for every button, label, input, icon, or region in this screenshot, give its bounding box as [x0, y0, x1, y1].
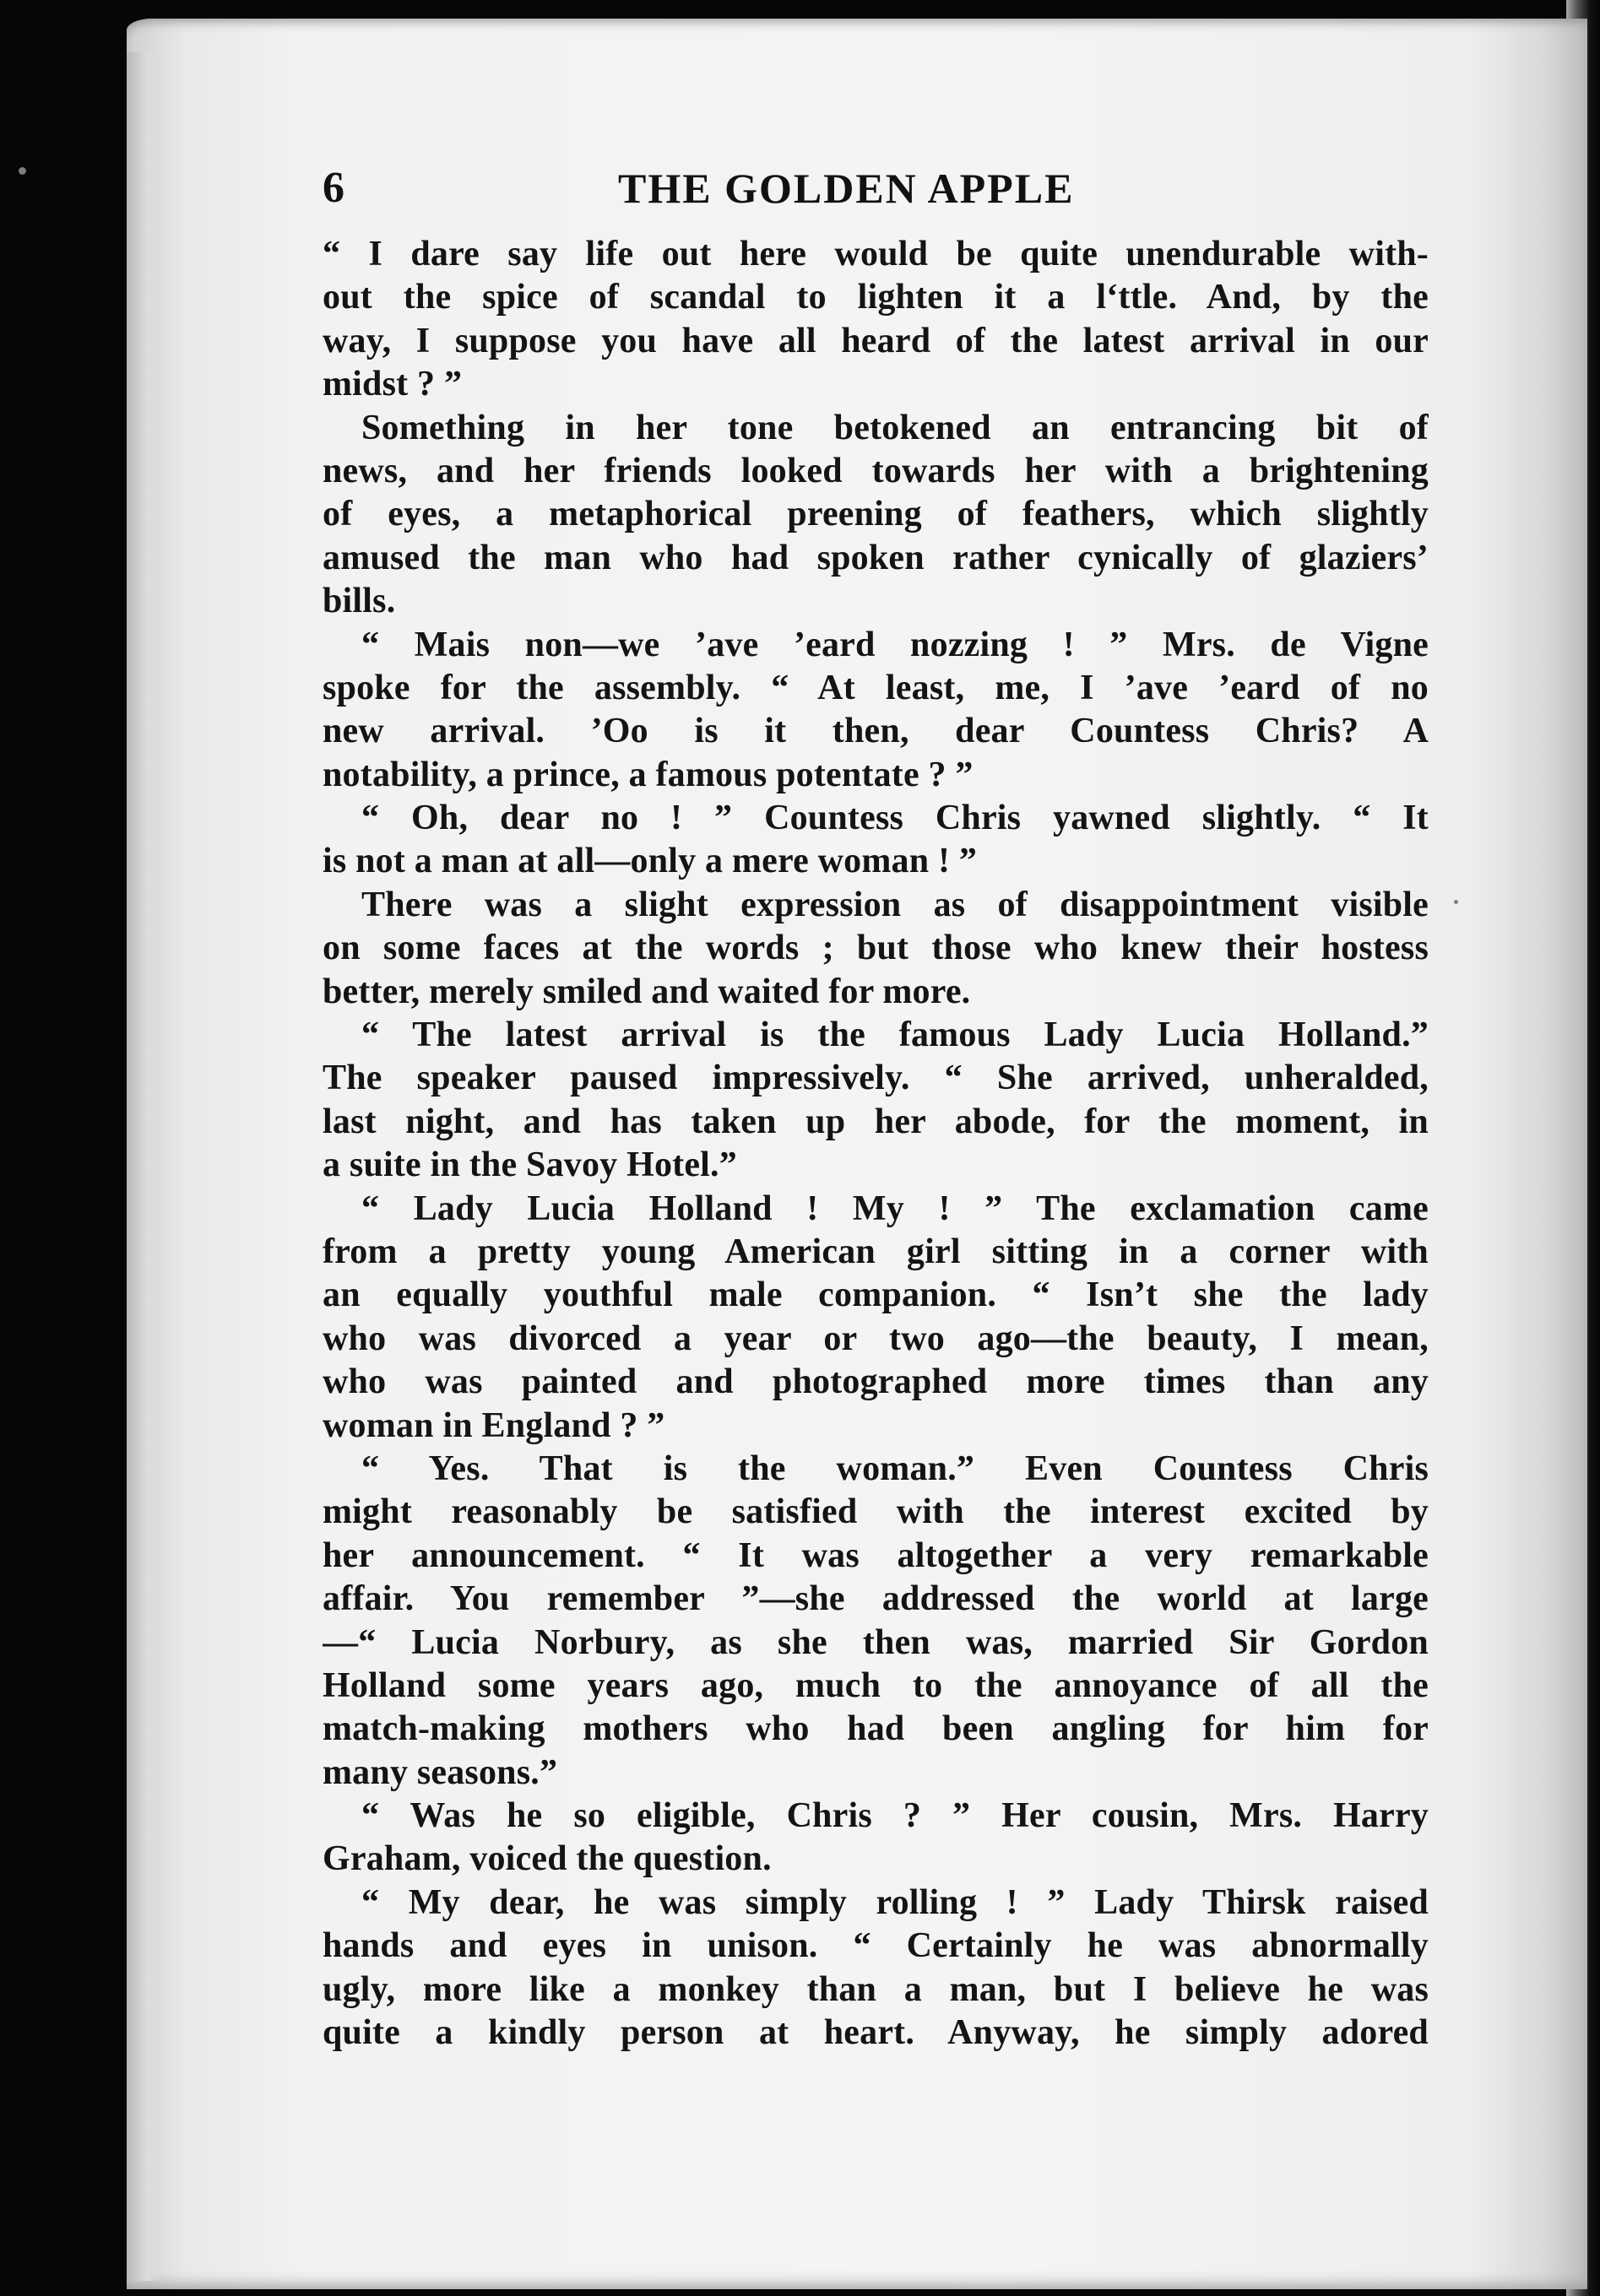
- text-line: is not a man at all—only a mere woman ! ”: [323, 842, 978, 881]
- text-line: midst ? ”: [323, 365, 463, 404]
- text-line: last night, and has taken up her abode, for the moment, in: [323, 1102, 1429, 1141]
- text-line: Holland some years ago, much to the annoyance of all the: [323, 1665, 1429, 1705]
- dust-speck: [1454, 900, 1458, 904]
- page-number: 6: [323, 164, 344, 212]
- text-line: who was painted and photographed more times than any: [323, 1362, 1429, 1402]
- text-line: There was a slight expression as of disappointment visible: [361, 885, 1429, 924]
- text-line: from a pretty young American girl sitting in a corner with: [323, 1232, 1429, 1271]
- text-line: news, and her friends looked towards her with a brightening: [323, 451, 1429, 490]
- text-line: “ My dear, he was simply rolling ! ” Lady Thirsk raised: [361, 1882, 1429, 1922]
- text-line: “ Oh, dear no ! ” Countess Chris yawned slightly. “ It: [361, 799, 1429, 838]
- text-line: of eyes, a metaphorical preening of feathers, which slightly: [323, 495, 1429, 534]
- text-line: who was divorced a year or two ago—the beauty, I mean,: [323, 1319, 1429, 1358]
- text-line: “ I dare say life out here would be quite unendurable with-: [323, 235, 1429, 273]
- text-line: notability, a prince, a famous potentate ? ”: [323, 755, 974, 794]
- text-line: “ Yes. That is the woman.” Even Countess Chris: [361, 1449, 1429, 1488]
- running-header: [323, 160, 1429, 216]
- page-gutter-shadow: [127, 52, 160, 2281]
- text-line: “ Lady Lucia Holland ! My ! ” The exclamation came: [361, 1189, 1429, 1228]
- text-line: many seasons.”: [323, 1752, 558, 1792]
- text-line: on some faces at the words ; but those who knew their hostess: [323, 929, 1429, 968]
- text-line: match-making mothers who had been angling for him for: [323, 1709, 1429, 1749]
- text-line: “ Was he so eligible, Chris ? ” Her cousin, Mrs. Harry: [361, 1796, 1429, 1836]
- body-text: [323, 233, 1429, 2055]
- text-line: “ The latest arrival is the famous Lady Lucia Holland.”: [361, 1015, 1429, 1055]
- text-line: affair. You remember ”—she addressed the world at large: [323, 1579, 1429, 1619]
- text-line: better, merely smiled and waited for more.: [323, 972, 971, 1011]
- text-line: Something in her tone betokened an entrancing bit of: [361, 408, 1429, 447]
- text-line: bills.: [323, 582, 396, 621]
- text-line: her announcement. “ It was altogether a very remarkable: [323, 1535, 1429, 1575]
- text-line: an equally youthful male companion. “ Isn’t she the lady: [323, 1275, 1429, 1315]
- book-title: THE GOLDEN APPLE: [618, 165, 1075, 212]
- text-line: out the spice of scandal to lighten it a l‘ttle. And, by the: [323, 278, 1429, 317]
- text-line: “ Mais non—we ’ave ’eard nozzing ! ” Mrs. de Vigne: [361, 625, 1429, 664]
- text-line: spoke for the assembly. “ At least, me, I ’ave ’eard of no: [323, 668, 1429, 707]
- text-line: Graham, voiced the question.: [323, 1839, 772, 1879]
- text-line: new arrival. ’Oo is it then, dear Countess Chris? A: [323, 712, 1429, 751]
- text-line: amused the man who had spoken rather cynically of glaziers’: [323, 538, 1429, 577]
- text-line: woman in England ? ”: [323, 1405, 665, 1445]
- text-line: might reasonably be satisfied with the interest excited by: [323, 1492, 1429, 1532]
- text-line: a suite in the Savoy Hotel.”: [323, 1145, 737, 1185]
- text-line: —“ Lucia Norbury, as she then was, married Sir Gordon: [323, 1622, 1429, 1662]
- text-line: The speaker paused impressively. “ She arrived, unheralded,: [323, 1059, 1429, 1098]
- text-line: hands and eyes in unison. “ Certainly he was abnormally: [323, 1926, 1429, 1966]
- dust-speck: [19, 167, 26, 175]
- text-line: ugly, more like a monkey than a man, but I believe he was: [323, 1969, 1429, 2009]
- text-line: way, I suppose you have all heard of the latest arrival in our: [323, 321, 1429, 360]
- text-line: quite a kindly person at heart. Anyway, he simply adored: [323, 2013, 1429, 2053]
